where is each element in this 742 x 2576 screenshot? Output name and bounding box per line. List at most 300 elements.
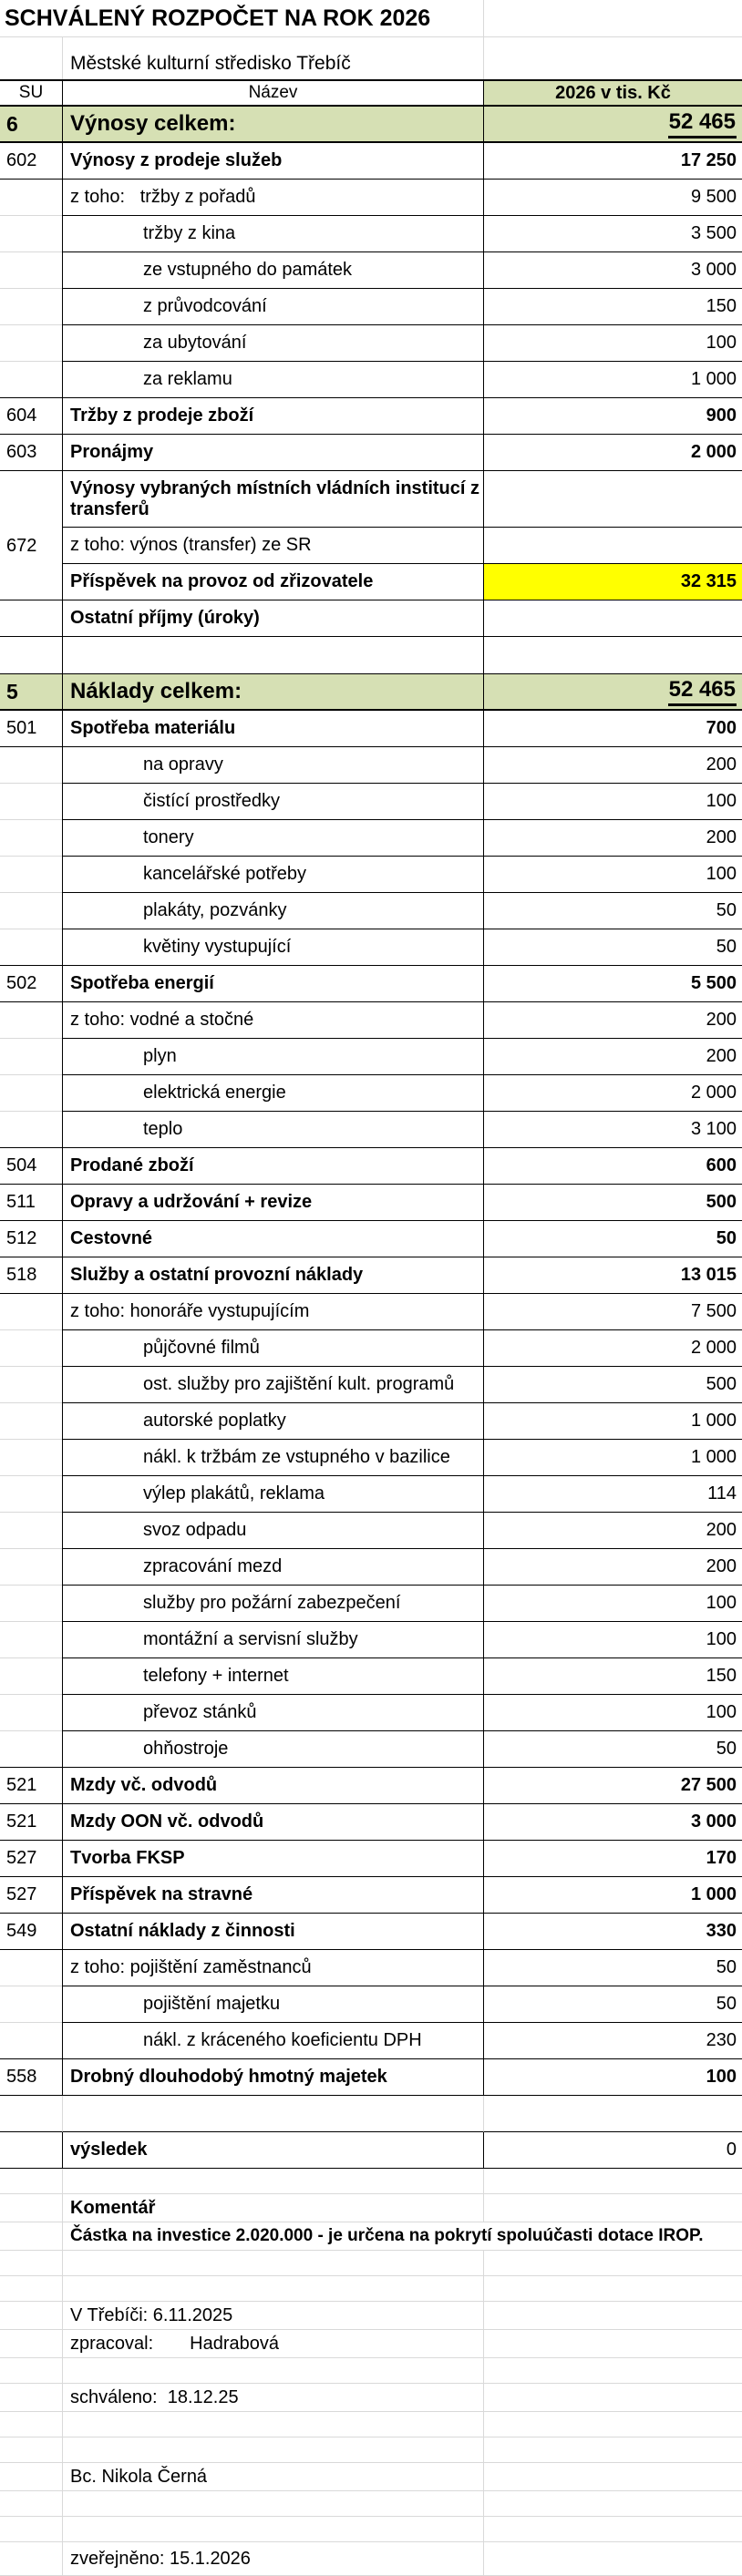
su-cell[interactable] bbox=[0, 1622, 62, 1658]
value-cell[interactable] bbox=[483, 2542, 742, 2576]
value-cell[interactable] bbox=[483, 1367, 742, 1403]
value-cell[interactable] bbox=[483, 1841, 742, 1877]
subtitle-row bbox=[0, 37, 742, 81]
su-cell[interactable] bbox=[0, 2437, 62, 2463]
table-row bbox=[0, 747, 742, 784]
subtitle-su-spacer bbox=[0, 37, 62, 79]
value-cell[interactable] bbox=[483, 1950, 742, 1986]
table-row bbox=[0, 1403, 742, 1440]
value-cell[interactable] bbox=[483, 1039, 742, 1075]
value-cell[interactable] bbox=[483, 893, 742, 929]
label-cell[interactable]: květiny vystupující bbox=[62, 929, 483, 966]
su-cell[interactable] bbox=[0, 2023, 62, 2059]
footer-row bbox=[0, 2276, 742, 2302]
label-cell[interactable]: tonery bbox=[62, 820, 483, 857]
label-cell[interactable]: Spotřeba materiálu bbox=[62, 711, 483, 747]
label-cell[interactable]: nákl. z kráceného koeficientu DPH bbox=[62, 2023, 483, 2059]
value-cell[interactable] bbox=[483, 1148, 742, 1185]
su-cell[interactable]: 603 bbox=[0, 435, 62, 471]
table-row bbox=[0, 893, 742, 929]
su-cell[interactable] bbox=[0, 2251, 62, 2276]
label-cell[interactable]: ost. služby pro zajištění kult. programů bbox=[62, 1367, 483, 1403]
label-cell[interactable]: Cestovné bbox=[62, 1221, 483, 1257]
label-cell[interactable]: Služby a ostatní provozní náklady bbox=[62, 1257, 483, 1294]
value-cell[interactable] bbox=[483, 2059, 742, 2096]
value-cell[interactable] bbox=[483, 180, 742, 216]
value-cell[interactable] bbox=[483, 216, 742, 252]
su-cell[interactable] bbox=[0, 2222, 62, 2251]
value-number: 100 bbox=[706, 1702, 737, 1722]
value-number: 200 bbox=[706, 1520, 737, 1540]
value-number: 3 000 bbox=[690, 1811, 737, 1832]
label-cell[interactable]: Opravy a udržování + revize bbox=[62, 1185, 483, 1221]
su-cell[interactable] bbox=[0, 1695, 62, 1731]
label-cell[interactable]: Příspěvek na stravné bbox=[62, 1877, 483, 1914]
value-cell[interactable] bbox=[483, 2096, 742, 2132]
value-number: 1 000 bbox=[690, 1447, 737, 1467]
su-cell[interactable] bbox=[0, 1513, 62, 1549]
footer-row bbox=[0, 2222, 742, 2251]
label-cell[interactable]: na opravy bbox=[62, 747, 483, 784]
label-cell[interactable]: nákl. k tržbám ze vstupného v bazilice bbox=[62, 1440, 483, 1476]
su-cell[interactable] bbox=[0, 1330, 62, 1367]
label-cell[interactable] bbox=[62, 2169, 483, 2194]
su-cell[interactable]: 527 bbox=[0, 1877, 62, 1914]
table-row bbox=[0, 820, 742, 857]
value-cell[interactable] bbox=[483, 2437, 742, 2463]
value-cell[interactable] bbox=[483, 747, 742, 784]
value-cell[interactable] bbox=[483, 857, 742, 893]
table-row bbox=[0, 1950, 742, 1986]
su-cell[interactable] bbox=[0, 1002, 62, 1039]
label-cell[interactable] bbox=[62, 2251, 483, 2276]
footer-row bbox=[0, 2412, 742, 2437]
label-cell[interactable]: z toho: výnos (transfer) ze SR bbox=[62, 528, 483, 564]
su-cell[interactable] bbox=[0, 600, 62, 637]
label-cell[interactable]: z toho: tržby z pořadů bbox=[62, 180, 483, 216]
value-cell[interactable] bbox=[483, 435, 742, 471]
su-cell[interactable] bbox=[0, 2517, 62, 2542]
su-cell[interactable] bbox=[0, 180, 62, 216]
value-cell[interactable] bbox=[483, 1622, 742, 1658]
table-row bbox=[0, 528, 742, 564]
value-cell[interactable] bbox=[483, 1586, 742, 1622]
su-cell[interactable] bbox=[0, 216, 62, 252]
value-cell[interactable] bbox=[483, 929, 742, 966]
value-cell[interactable] bbox=[483, 2330, 742, 2358]
value-cell[interactable] bbox=[483, 1330, 742, 1367]
label-cell[interactable]: převoz stánků bbox=[62, 1695, 483, 1731]
value-cell[interactable] bbox=[483, 1294, 742, 1330]
table-row bbox=[0, 1112, 742, 1148]
su-cell[interactable]: 549 bbox=[0, 1914, 62, 1950]
page-title: SCHVÁLENÝ ROZPOČET NA ROK 2026 bbox=[0, 0, 483, 37]
su-cell[interactable]: 502 bbox=[0, 966, 62, 1002]
value-cell[interactable] bbox=[483, 2194, 742, 2222]
value-cell[interactable] bbox=[483, 674, 742, 711]
value-cell[interactable] bbox=[483, 1914, 742, 1950]
table-row bbox=[0, 1877, 742, 1914]
table-row bbox=[0, 966, 742, 1002]
su-cell[interactable] bbox=[0, 2194, 62, 2222]
su-cell[interactable] bbox=[0, 362, 62, 398]
label-cell[interactable] bbox=[62, 2517, 483, 2542]
table-row bbox=[0, 1440, 742, 1476]
value-cell[interactable] bbox=[483, 1804, 742, 1841]
su-cell[interactable]: 504 bbox=[0, 1148, 62, 1185]
value-cell[interactable] bbox=[483, 1695, 742, 1731]
label-cell[interactable]: za ubytování bbox=[62, 325, 483, 362]
value-number: 500 bbox=[706, 1374, 737, 1394]
table-row bbox=[0, 2059, 742, 2096]
table-row bbox=[0, 1039, 742, 1075]
su-cell[interactable]: 521 bbox=[0, 1804, 62, 1841]
label-cell[interactable]: Prodané zboží bbox=[62, 1148, 483, 1185]
value-cell[interactable] bbox=[483, 1257, 742, 1294]
table-row bbox=[0, 711, 742, 747]
label-cell[interactable] bbox=[62, 2491, 483, 2517]
su-cell[interactable] bbox=[0, 1476, 62, 1513]
table-row bbox=[0, 1330, 742, 1367]
su-cell[interactable]: 6 bbox=[0, 107, 62, 143]
value-number: 13 015 bbox=[680, 1265, 737, 1285]
label-cell[interactable]: Náklady celkem: bbox=[62, 674, 483, 711]
value-cell[interactable] bbox=[483, 2358, 742, 2384]
table-row bbox=[0, 637, 742, 674]
label-cell[interactable]: z průvodcování bbox=[62, 289, 483, 325]
su-cell[interactable] bbox=[0, 2412, 62, 2437]
footer-row bbox=[0, 2302, 742, 2330]
value-number: 100 bbox=[706, 791, 737, 811]
table-row bbox=[0, 2132, 742, 2169]
label-cell[interactable]: autorské poplatky bbox=[62, 1403, 483, 1440]
value-cell[interactable] bbox=[483, 2276, 742, 2302]
value-cell[interactable] bbox=[483, 2491, 742, 2517]
su-cell[interactable] bbox=[0, 2463, 62, 2491]
table-row bbox=[0, 1986, 742, 2023]
label-cell[interactable]: za reklamu bbox=[62, 362, 483, 398]
value-number: 200 bbox=[706, 1046, 737, 1066]
footer-row bbox=[0, 2542, 742, 2576]
su-cell[interactable] bbox=[0, 1403, 62, 1440]
value-cell[interactable] bbox=[483, 1658, 742, 1695]
su-cell[interactable] bbox=[0, 2542, 62, 2576]
label-cell[interactable]: ze vstupného do památek bbox=[62, 252, 483, 289]
label-cell[interactable]: pojištění majetku bbox=[62, 1986, 483, 2023]
value-cell[interactable] bbox=[483, 289, 742, 325]
su-cell[interactable] bbox=[0, 2491, 62, 2517]
label-cell[interactable]: V Třebíči: 6.11.2025 bbox=[62, 2302, 483, 2330]
value-number: 114 bbox=[707, 1483, 737, 1504]
su-cell[interactable]: 558 bbox=[0, 2059, 62, 2096]
label-cell[interactable]: plakáty, pozvánky bbox=[62, 893, 483, 929]
su-cell[interactable] bbox=[0, 564, 62, 600]
value-cell[interactable] bbox=[483, 1075, 742, 1112]
value-cell[interactable] bbox=[483, 600, 742, 637]
value-cell[interactable] bbox=[483, 2132, 742, 2169]
value-cell[interactable] bbox=[483, 1768, 742, 1804]
value-cell[interactable] bbox=[483, 1549, 742, 1586]
su-cell[interactable] bbox=[0, 1294, 62, 1330]
table-row bbox=[0, 674, 742, 711]
label-cell[interactable]: kancelářské potřeby bbox=[62, 857, 483, 893]
label-cell[interactable]: Pronájmy bbox=[62, 435, 483, 471]
su-cell[interactable] bbox=[0, 1367, 62, 1403]
label-cell[interactable] bbox=[62, 637, 483, 674]
label-cell[interactable]: montážní a servisní služby bbox=[62, 1622, 483, 1658]
su-cell[interactable]: 527 bbox=[0, 1841, 62, 1877]
label-cell[interactable] bbox=[62, 2358, 483, 2384]
value-cell[interactable] bbox=[483, 711, 742, 747]
label-cell[interactable] bbox=[62, 2412, 483, 2437]
value-cell[interactable] bbox=[483, 362, 742, 398]
su-cell[interactable] bbox=[0, 1440, 62, 1476]
table-row bbox=[0, 1549, 742, 1586]
value-cell[interactable] bbox=[483, 2251, 742, 2276]
label-cell[interactable] bbox=[62, 2276, 483, 2302]
value-cell[interactable] bbox=[483, 398, 742, 435]
su-cell[interactable]: 518 bbox=[0, 1257, 62, 1294]
table-row bbox=[0, 1367, 742, 1403]
su-cell[interactable]: 672 bbox=[6, 535, 37, 556]
table-row bbox=[0, 1804, 742, 1841]
label-cell[interactable]: zpracování mezd bbox=[62, 1549, 483, 1586]
su-cell[interactable] bbox=[0, 820, 62, 857]
label-cell[interactable]: půjčovné filmů bbox=[62, 1330, 483, 1367]
value-cell[interactable] bbox=[483, 1513, 742, 1549]
label-cell[interactable]: Tvorba FKSP bbox=[62, 1841, 483, 1877]
value-cell[interactable] bbox=[483, 1185, 742, 1221]
table-row bbox=[0, 143, 742, 180]
table-row bbox=[0, 784, 742, 820]
label-cell[interactable]: výsledek bbox=[62, 2132, 483, 2169]
budget-table bbox=[0, 107, 742, 2576]
value-cell[interactable] bbox=[483, 2517, 742, 2542]
label-cell[interactable]: Ostatní náklady z činnosti bbox=[62, 1914, 483, 1950]
title-row bbox=[0, 0, 742, 37]
value-cell[interactable] bbox=[483, 2023, 742, 2059]
label-cell[interactable]: Mzdy vč. odvodů bbox=[62, 1768, 483, 1804]
value-cell[interactable] bbox=[483, 1877, 742, 1914]
footer-row bbox=[0, 2437, 742, 2463]
subtitle-spacer bbox=[483, 37, 742, 79]
table-row bbox=[0, 1841, 742, 1877]
su-cell[interactable] bbox=[0, 2302, 62, 2330]
value-number: 3 500 bbox=[690, 223, 737, 243]
label-cell[interactable]: Mzdy OON vč. odvodů bbox=[62, 1804, 483, 1841]
label-cell[interactable]: Drobný dlouhodobý hmotný majetek bbox=[62, 2059, 483, 2096]
su-cell[interactable] bbox=[0, 857, 62, 893]
value-number: 100 bbox=[706, 864, 737, 884]
value-number: 0 bbox=[726, 2140, 737, 2160]
su-cell[interactable] bbox=[0, 929, 62, 966]
value-number: 9 500 bbox=[690, 187, 737, 207]
label-cell[interactable]: Ostatní příjmy (úroky) bbox=[62, 600, 483, 637]
value-cell[interactable] bbox=[483, 820, 742, 857]
value-number: 200 bbox=[706, 1010, 737, 1030]
label-cell[interactable]: Výnosy z prodeje služeb bbox=[62, 143, 483, 180]
table-row bbox=[0, 1658, 742, 1695]
su-cell[interactable] bbox=[0, 252, 62, 289]
footer-row bbox=[0, 2330, 742, 2358]
su-cell[interactable] bbox=[0, 893, 62, 929]
label-cell[interactable]: z toho: honoráře vystupujícím bbox=[62, 1294, 483, 1330]
value-cell[interactable] bbox=[483, 1731, 742, 1768]
value-cell[interactable] bbox=[483, 1440, 742, 1476]
su-cell[interactable]: 521 bbox=[0, 1768, 62, 1804]
su-cell[interactable]: 602 bbox=[0, 143, 62, 180]
label-cell[interactable]: Příspěvek na provoz od zřizovatele bbox=[62, 564, 483, 600]
table-row bbox=[0, 252, 742, 289]
su-cell[interactable] bbox=[0, 2330, 62, 2358]
table-row bbox=[0, 600, 742, 637]
label-cell[interactable]: Výnosy vybraných místních vládních institucí z transferů bbox=[62, 471, 483, 528]
su-cell[interactable]: 604 bbox=[0, 398, 62, 435]
table-row bbox=[0, 289, 742, 325]
value-cell[interactable] bbox=[483, 2302, 742, 2330]
su-cell[interactable] bbox=[0, 1731, 62, 1768]
table-row bbox=[0, 107, 742, 143]
comment-text-cell[interactable]: Částka na investice 2.020.000 - je určena na pokrytí spoluúčasti dotace IROP. bbox=[62, 2222, 742, 2251]
su-cell[interactable] bbox=[0, 2169, 62, 2194]
value-cell[interactable] bbox=[483, 966, 742, 1002]
footer-row bbox=[0, 2194, 742, 2222]
su-cell[interactable] bbox=[0, 2096, 62, 2132]
value-number: 100 bbox=[706, 2067, 737, 2087]
su-cell[interactable]: 512 bbox=[0, 1221, 62, 1257]
su-cell[interactable] bbox=[0, 325, 62, 362]
value-cell[interactable] bbox=[483, 107, 742, 143]
value-cell[interactable] bbox=[483, 1002, 742, 1039]
table-row bbox=[0, 857, 742, 893]
su-cell[interactable] bbox=[0, 2384, 62, 2412]
label-cell[interactable]: Komentář bbox=[62, 2194, 483, 2222]
su-cell[interactable] bbox=[0, 2276, 62, 2302]
value-cell[interactable] bbox=[483, 528, 742, 564]
organization-name: Městské kulturní středisko Třebíč bbox=[62, 37, 483, 79]
label-cell[interactable]: Bc. Nikola Černá bbox=[62, 2463, 483, 2491]
label-cell[interactable]: výlep plakátů, reklama bbox=[62, 1476, 483, 1513]
su-cell[interactable] bbox=[0, 1950, 62, 1986]
table-row bbox=[0, 1513, 742, 1549]
label-cell[interactable]: elektrická energie bbox=[62, 1075, 483, 1112]
table-row bbox=[0, 929, 742, 966]
su-cell[interactable] bbox=[0, 1039, 62, 1075]
value-number: 200 bbox=[706, 754, 737, 775]
label-cell[interactable]: zveřejněno: 15.1.2026 bbox=[62, 2542, 483, 2576]
value-cell[interactable] bbox=[483, 2412, 742, 2437]
footer-row bbox=[0, 2358, 742, 2384]
table-row bbox=[0, 1075, 742, 1112]
su-cell[interactable] bbox=[0, 1986, 62, 2023]
table-row bbox=[0, 1914, 742, 1950]
value-number: 52 465 bbox=[668, 109, 737, 139]
value-cell[interactable] bbox=[483, 1221, 742, 1257]
label-cell[interactable]: tržby z kina bbox=[62, 216, 483, 252]
value-number: 52 465 bbox=[668, 677, 737, 706]
value-cell[interactable] bbox=[483, 1986, 742, 2023]
label-cell[interactable]: svoz odpadu bbox=[62, 1513, 483, 1549]
value-number: 700 bbox=[706, 718, 737, 738]
su-cell[interactable] bbox=[0, 784, 62, 820]
value-cell[interactable] bbox=[483, 2169, 742, 2194]
label-cell[interactable]: z toho: pojištění zaměstnanců bbox=[62, 1950, 483, 1986]
label-cell[interactable]: Spotřeba energií bbox=[62, 966, 483, 1002]
footer-row bbox=[0, 2517, 742, 2542]
value-cell[interactable] bbox=[483, 1112, 742, 1148]
label-cell[interactable]: z toho: vodné a stočné bbox=[62, 1002, 483, 1039]
note-label: zpracoval: bbox=[70, 2333, 154, 2354]
label-cell[interactable]: služby pro požární zabezpečení bbox=[62, 1586, 483, 1622]
label-cell[interactable]: schváleno: 18.12.25 bbox=[62, 2384, 483, 2412]
su-cell[interactable]: 501 bbox=[0, 711, 62, 747]
value-cell[interactable] bbox=[483, 1476, 742, 1513]
su-cell[interactable] bbox=[0, 289, 62, 325]
table-row bbox=[0, 1695, 742, 1731]
label-cell[interactable] bbox=[62, 2330, 483, 2358]
value-cell[interactable] bbox=[483, 784, 742, 820]
value-cell[interactable] bbox=[483, 2463, 742, 2491]
column-header-row bbox=[0, 81, 742, 107]
value-number: 500 bbox=[706, 1192, 737, 1212]
table-row bbox=[0, 1731, 742, 1768]
su-cell[interactable]: 5 bbox=[0, 674, 62, 711]
value-number: 50 bbox=[716, 1957, 737, 1977]
table-row bbox=[0, 471, 742, 528]
table-row bbox=[0, 2096, 742, 2132]
value-number: 200 bbox=[706, 1556, 737, 1576]
su-cell[interactable] bbox=[0, 1075, 62, 1112]
value-number: 200 bbox=[706, 827, 737, 847]
table-row bbox=[0, 1476, 742, 1513]
value-number: 600 bbox=[706, 1155, 737, 1175]
su-cell[interactable] bbox=[0, 2132, 62, 2169]
value-cell[interactable] bbox=[483, 564, 742, 600]
label-cell[interactable]: telefony + internet bbox=[62, 1658, 483, 1695]
value-cell[interactable] bbox=[483, 637, 742, 674]
su-cell[interactable]: 511 bbox=[0, 1185, 62, 1221]
label-cell[interactable]: čistící prostředky bbox=[62, 784, 483, 820]
table-row bbox=[0, 325, 742, 362]
label-cell[interactable] bbox=[62, 2096, 483, 2132]
label-cell[interactable]: plyn bbox=[62, 1039, 483, 1075]
value-cell[interactable] bbox=[483, 143, 742, 180]
value-cell[interactable] bbox=[483, 471, 742, 528]
value-number: 150 bbox=[706, 1666, 737, 1686]
su-cell[interactable] bbox=[0, 1658, 62, 1695]
value-cell[interactable] bbox=[483, 1403, 742, 1440]
su-cell[interactable] bbox=[0, 747, 62, 784]
value-number: 100 bbox=[706, 1593, 737, 1613]
label-cell[interactable]: ohňostroje bbox=[62, 1731, 483, 1768]
su-cell[interactable] bbox=[0, 2358, 62, 2384]
label-cell[interactable]: Tržby z prodeje zboží bbox=[62, 398, 483, 435]
value-number: 50 bbox=[716, 937, 737, 957]
label-cell[interactable] bbox=[62, 2437, 483, 2463]
label-cell[interactable]: Výnosy celkem: bbox=[62, 107, 483, 143]
value-cell[interactable] bbox=[483, 2384, 742, 2412]
su-cell[interactable] bbox=[0, 637, 62, 674]
value-number: 32 315 bbox=[680, 571, 737, 591]
value-cell[interactable] bbox=[483, 252, 742, 289]
su-cell[interactable] bbox=[0, 1586, 62, 1622]
value-number: 1 000 bbox=[690, 1411, 737, 1431]
su-cell[interactable] bbox=[0, 471, 62, 528]
value-cell[interactable] bbox=[483, 325, 742, 362]
label-cell[interactable]: teplo bbox=[62, 1112, 483, 1148]
su-cell[interactable] bbox=[0, 1549, 62, 1586]
su-cell[interactable] bbox=[0, 1112, 62, 1148]
